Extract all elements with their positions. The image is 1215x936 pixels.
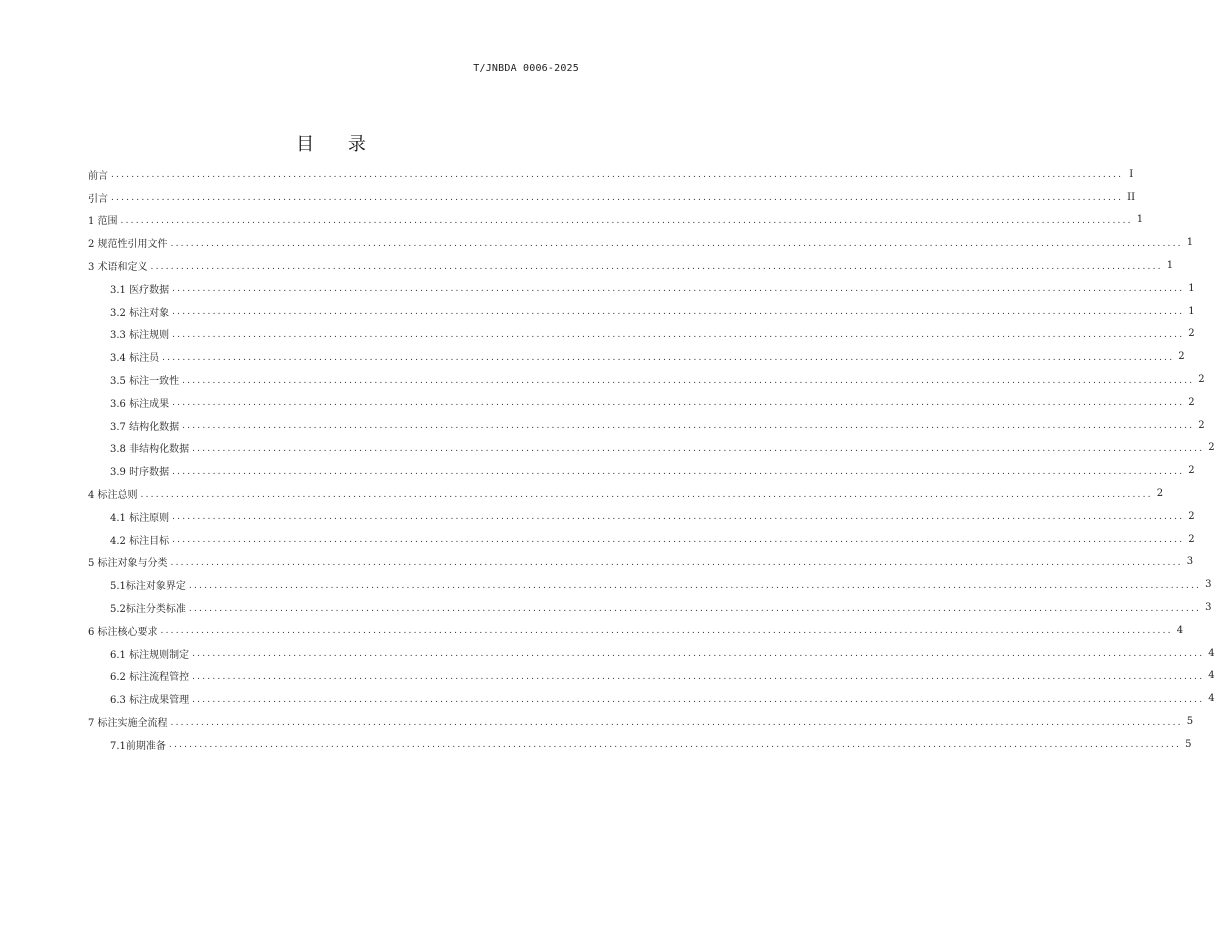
toc-entry-label: 6.3 标注成果管理 — [110, 695, 190, 707]
toc-entry-label: 3.1 医疗数据 — [110, 284, 170, 296]
toc-entry-page-number: 1 — [1166, 260, 1174, 272]
toc-entry[interactable] — [88, 414, 1205, 437]
dot-leader: ........................................................................................................................................................................................................ — [120, 215, 1133, 226]
document-code: T/JNBDA 0006-2025 — [473, 63, 579, 74]
toc-entry-label: 3.5 标注一致性 — [110, 376, 180, 388]
dot-leader: ........................................................................................................................................................................................................ — [192, 671, 1205, 682]
toc-entry-page-number: 2 — [1198, 374, 1205, 386]
toc-entry-label: 6.2 标注流程管控 — [110, 672, 190, 684]
toc-entry-label: 3.3 标注规则 — [110, 330, 170, 342]
toc-entry-label: 5.2标注分类标准 — [110, 604, 186, 616]
toc-entry-label: 前言 — [88, 170, 108, 182]
toc-entry[interactable] — [88, 665, 1215, 688]
dot-leader: ........................................................................................................................................................................................................ — [170, 557, 1183, 568]
dot-leader: ........................................................................................................................................................................................................ — [192, 694, 1205, 705]
toc-entry-page-number: 3 — [1186, 556, 1194, 568]
toc-entry-label: 4.1 标注原则 — [110, 512, 170, 524]
toc-entry-page-number: 2 — [1188, 328, 1195, 340]
dot-leader: ........................................................................................................................................................................................................ — [172, 284, 1185, 295]
dot-leader: ........................................................................................................................................................................................................ — [140, 489, 1153, 500]
toc-entry-label: 3.9 时序数据 — [110, 467, 170, 479]
dot-leader: ........................................................................................................................................................................................................ — [111, 170, 1124, 181]
toc-entry-label: 3.6 标注成果 — [110, 398, 170, 410]
toc-entry[interactable] — [88, 437, 1215, 460]
toc-entry[interactable] — [88, 687, 1215, 710]
dot-leader: ........................................................................................................................................................................................................ — [192, 443, 1205, 454]
toc-entry[interactable] — [88, 551, 1194, 574]
dot-leader: ........................................................................................................................................................................................................ — [188, 580, 1202, 591]
toc-entry[interactable] — [88, 368, 1205, 391]
dot-leader: ........................................................................................................................................................................................................ — [168, 740, 1182, 751]
toc-entry-page-number: 2 — [1188, 533, 1195, 545]
toc-entry-label: 5.1标注对象界定 — [110, 581, 186, 593]
toc-entry[interactable] — [88, 323, 1195, 346]
toc-entry-label: 引言 — [88, 193, 108, 205]
toc-entry-label: 7 标注实施全流程 — [88, 718, 168, 730]
dot-leader: ........................................................................................................................................................................................................ — [170, 717, 1183, 728]
toc-entry[interactable] — [88, 345, 1185, 368]
toc-entry-page-number: 2 — [1178, 351, 1185, 363]
toc-entry-label: 3.4 标注员 — [110, 353, 160, 365]
toc-entry-page-number: 1 — [1188, 282, 1195, 294]
dot-leader: ........................................................................................................................................................................................................ — [188, 603, 1202, 614]
toc-entry[interactable] — [88, 254, 1174, 277]
dot-leader: ........................................................................................................................................................................................................ — [172, 307, 1185, 318]
toc-entry-label: 4 标注总则 — [88, 490, 138, 502]
toc-entry-page-number: 4 — [1176, 624, 1184, 636]
dot-leader: ........................................................................................................................................................................................................ — [111, 193, 1124, 204]
toc-entry[interactable] — [88, 619, 1184, 642]
toc-entry[interactable] — [88, 710, 1194, 733]
dot-leader: ........................................................................................................................................................................................................ — [162, 352, 1175, 363]
toc-entry-page-number: 2 — [1156, 488, 1164, 500]
toc-entry-page-number: 5 — [1186, 716, 1194, 728]
dot-leader: ........................................................................................................................................................................................................ — [160, 626, 1173, 637]
toc-entry-label: 5 标注对象与分类 — [88, 558, 168, 570]
toc-entry-page-number: 2 — [1188, 396, 1195, 408]
toc-entry-page-number: 4 — [1208, 670, 1215, 682]
dot-leader: ........................................................................................................................................................................................................ — [182, 421, 1195, 432]
toc-entry-page-number: 2 — [1208, 442, 1215, 454]
toc-entry[interactable] — [88, 231, 1194, 254]
toc-entry-page-number: 4 — [1208, 693, 1215, 705]
toc-entry-label: 2 规范性引用文件 — [88, 239, 168, 251]
toc-entry[interactable] — [88, 300, 1195, 323]
dot-leader: ........................................................................................................................................................................................................ — [172, 466, 1185, 477]
toc-entry-label: 1 范围 — [88, 216, 118, 228]
dot-leader: ........................................................................................................................................................................................................ — [192, 649, 1205, 660]
toc-entry[interactable] — [88, 186, 1136, 209]
toc-entry[interactable] — [88, 596, 1212, 619]
toc-entry-label: 3.8 非结构化数据 — [110, 444, 190, 456]
toc-entry-page-number: 1 — [1188, 305, 1195, 317]
toc-entry[interactable] — [88, 163, 1134, 186]
toc-entry-page-number: 2 — [1198, 419, 1205, 431]
dot-leader: ........................................................................................................................................................................................................ — [170, 238, 1183, 249]
toc-entry-label: 6.1 标注规则制定 — [110, 649, 190, 661]
toc-entry[interactable] — [88, 482, 1164, 505]
toc-entry[interactable] — [88, 505, 1195, 528]
toc-entry-page-number: 3 — [1205, 602, 1212, 614]
toc-entry-page-number: 1 — [1186, 237, 1194, 249]
dot-leader: ........................................................................................................................................................................................................ — [172, 512, 1185, 523]
toc-entry-page-number: 4 — [1208, 647, 1215, 659]
toc-entry-page-number: 2 — [1188, 510, 1195, 522]
toc-entry[interactable] — [88, 733, 1192, 756]
dot-leader: ........................................................................................................................................................................................................ — [172, 535, 1185, 546]
toc-entry-page-number: 1 — [1136, 214, 1144, 226]
toc-entry-label: 7.1前期准备 — [110, 740, 166, 752]
toc-entry-label: 4.2 标注目标 — [110, 535, 170, 547]
toc-entry[interactable] — [88, 459, 1195, 482]
toc-entry-page-number: I — [1129, 168, 1134, 180]
table-of-contents — [88, 163, 1215, 756]
dot-leader: ........................................................................................................................................................................................................ — [172, 329, 1185, 340]
toc-entry-label: 6 标注核心要求 — [88, 626, 158, 638]
toc-entry[interactable] — [88, 642, 1215, 665]
toc-entry[interactable] — [88, 391, 1195, 414]
toc-entry[interactable] — [88, 277, 1195, 300]
dot-leader: ........................................................................................................................................................................................................ — [182, 375, 1195, 386]
toc-entry-page-number: 2 — [1188, 465, 1195, 477]
toc-entry-page-number: II — [1127, 191, 1136, 203]
toc-entry[interactable] — [88, 528, 1195, 551]
toc-entry[interactable] — [88, 209, 1144, 232]
toc-entry-label: 3.2 标注对象 — [110, 307, 170, 319]
toc-entry[interactable] — [88, 573, 1212, 596]
toc-entry-page-number: 3 — [1205, 579, 1212, 591]
toc-entry-label: 3.7 结构化数据 — [110, 421, 180, 433]
dot-leader: ........................................................................................................................................................................................................ — [172, 398, 1185, 409]
dot-leader: ........................................................................................................................................................................................................ — [150, 261, 1163, 272]
toc-entry-label: 3 术语和定义 — [88, 262, 148, 274]
toc-entry-page-number: 5 — [1185, 738, 1192, 750]
toc-title: 目 录 — [296, 134, 380, 155]
